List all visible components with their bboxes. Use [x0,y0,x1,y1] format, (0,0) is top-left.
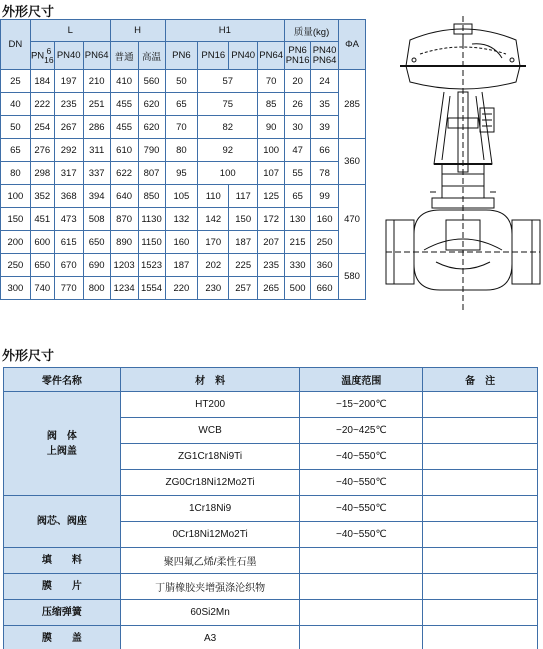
temp-cell: −40~550℃ [300,470,423,496]
cell-h1-pn16-40: 82 [198,116,258,139]
note-cell [423,626,538,649]
cell-l-pn6-16: 222 [30,93,54,116]
header-mass-high: PN40 PN64 [311,42,339,70]
cell-h1-pn64: 107 [258,162,285,185]
cell-phi-a: 360 [339,139,366,185]
part-name-line2: 上阀盖 [46,445,77,457]
temp-cell: −40~550℃ [300,444,423,470]
cell-h-hightemp: 1523 [138,254,165,277]
cell-h-normal: 1234 [110,277,138,300]
note-cell [423,470,538,496]
cell-h1-pn6: 65 [165,93,198,116]
cell-h1-pn16-40: 57 [198,70,258,93]
cell-l-pn40: 235 [54,93,83,116]
cell-h1-pn64: 100 [258,139,285,162]
cell-dn: 300 [1,277,31,300]
header-material: 材 料 [120,368,300,392]
cell-mass-high: 39 [311,116,339,139]
dimension-row [1,277,366,300]
cell-l-pn40: 770 [54,277,83,300]
cell-mass-high: 360 [311,254,339,277]
temp-cell [300,626,423,649]
note-cell [423,548,538,574]
material-cell: ZG1Cr18Ni9Ti [120,444,300,470]
dimension-row [1,116,366,139]
cell-phi-a: 470 [339,185,366,254]
cell-l-pn64: 690 [83,254,110,277]
cell-h1-pn64: 235 [258,254,285,277]
cell-mass-low: 30 [285,116,311,139]
cell-h1-pn64: 207 [258,231,285,254]
header-note: 备 注 [423,368,538,392]
cell-l-pn40: 267 [54,116,83,139]
cell-h1-pn6: 187 [165,254,198,277]
cell-h1-pn6: 70 [165,116,198,139]
dimension-row [1,93,366,116]
dimension-row [1,185,366,208]
cell-l-pn64: 251 [83,93,110,116]
cell-h-hightemp: 850 [138,185,165,208]
cell-h-hightemp: 790 [138,139,165,162]
header-l-pn64: PN64 [83,42,110,70]
pn-top: 6 [46,45,52,56]
cell-h1-pn64: 70 [258,70,285,93]
cell-mass-high: 660 [311,277,339,300]
part-name-spring: 压缩弹簧 [4,600,121,626]
material-cell: HT200 [120,392,300,418]
pn-prefix: PN [30,50,45,62]
cell-mass-low: 130 [285,208,311,231]
cell-l-pn6-16: 600 [30,231,54,254]
cell-dn: 250 [1,254,31,277]
cell-dn: 25 [1,70,31,93]
cell-h-normal: 610 [110,139,138,162]
header-part-name: 零件名称 [4,368,121,392]
cell-l-pn64: 508 [83,208,110,231]
actuator-lower-cover [406,66,520,89]
cell-mass-high: 35 [311,93,339,116]
cell-h-normal: 1203 [110,254,138,277]
part-name-packing: 填 料 [4,548,121,574]
cell-l-pn40: 473 [54,208,83,231]
cell-dn: 150 [1,208,31,231]
cell-dn: 50 [1,116,31,139]
cell-dn: 100 [1,185,31,208]
cell-h-normal: 455 [110,116,138,139]
cell-h1-pn16-40: 75 [198,93,258,116]
note-cell [423,418,538,444]
header-h1: H1 [165,20,285,42]
cell-h1-pn64: 85 [258,93,285,116]
valve-drawing [384,14,542,314]
header-h1-pn6: PN6 [165,42,198,70]
dimension-row [1,208,366,231]
cell-l-pn40: 317 [54,162,83,185]
dimensions-table [0,19,366,300]
cell-h1-pn16-40: 92 [198,139,258,162]
material-cell: ZG0Cr18Ni12Mo2Ti [120,470,300,496]
cell-h1-pn40: 117 [229,185,258,208]
section-title-materials: 外形尺寸 [2,348,55,363]
cell-h1-pn40: 257 [229,277,258,300]
cell-dn: 65 [1,139,31,162]
cell-mass-low: 330 [285,254,311,277]
cell-l-pn6-16: 276 [30,139,54,162]
cell-l-pn6-16: 451 [30,208,54,231]
dimension-row [1,254,366,277]
cell-mass-low: 26 [285,93,311,116]
dimensions-body [1,70,366,300]
cell-h-hightemp: 1150 [138,231,165,254]
header-temp-range: 温度范围 [300,368,423,392]
note-cell [423,496,538,522]
cell-mass-high: 66 [311,139,339,162]
cell-mass-low: 20 [285,70,311,93]
cell-mass-low: 47 [285,139,311,162]
note-cell [423,574,538,600]
cell-h1-pn64: 265 [258,277,285,300]
cell-h1-pn64: 172 [258,208,285,231]
header-h1-pn40: PN40 [229,42,258,70]
temp-cell: −40~550℃ [300,496,423,522]
header-phi-a: ΦA [339,20,366,70]
cell-l-pn6-16: 254 [30,116,54,139]
note-cell [423,522,538,548]
header-mass-low: PN6 PN16 [285,42,311,70]
dimension-row [1,139,366,162]
cell-h-normal: 410 [110,70,138,93]
cell-mass-low: 500 [285,277,311,300]
cell-l-pn40: 292 [54,139,83,162]
temp-cell: −15~200℃ [300,392,423,418]
header-dn: DN [1,20,31,70]
part-name-line1: 阀 体 [46,430,77,442]
cell-dn: 40 [1,93,31,116]
header-l-pn6-16 [30,42,54,70]
cell-l-pn40: 670 [54,254,83,277]
cell-dn: 200 [1,231,31,254]
cell-h1-pn6: 105 [165,185,198,208]
header-mass: 质量(kg) [285,20,339,42]
cell-h-normal: 890 [110,231,138,254]
cell-h1-pn40: 150 [229,208,258,231]
material-cell: 聚四氟乙烯/柔性石墨 [120,548,300,574]
header-h1-pn16: PN16 [198,42,229,70]
dimension-row [1,231,366,254]
cell-h1-pn40: 225 [229,254,258,277]
cell-l-pn64: 650 [83,231,110,254]
cell-h1-pn6: 95 [165,162,198,185]
header-h-normal: 普通 [110,42,138,70]
cell-h-normal: 640 [110,185,138,208]
cell-h1-pn16: 142 [198,208,229,231]
cell-h1-pn6: 220 [165,277,198,300]
header-h: H [110,20,165,42]
cell-mass-high: 78 [311,162,339,185]
cell-phi-a: 285 [339,70,366,139]
cell-h-hightemp: 1554 [138,277,165,300]
temp-cell [300,548,423,574]
cell-dn: 80 [1,162,31,185]
cell-l-pn64: 286 [83,116,110,139]
material-cell: 1Cr18Ni9 [120,496,300,522]
cell-h1-pn6: 132 [165,208,198,231]
pn-bottom: 16 [44,54,54,65]
cell-h1-pn64: 125 [258,185,285,208]
cell-mass-high: 24 [311,70,339,93]
cell-l-pn6-16: 352 [30,185,54,208]
dimension-row [1,162,366,185]
cell-h1-pn16: 170 [198,231,229,254]
cell-h-hightemp: 1130 [138,208,165,231]
cell-h-hightemp: 807 [138,162,165,185]
cell-h1-pn16: 110 [198,185,229,208]
cell-l-pn64: 210 [83,70,110,93]
cell-l-pn6-16: 740 [30,277,54,300]
material-cell: 0Cr18Ni12Mo2Ti [120,522,300,548]
cell-l-pn40: 615 [54,231,83,254]
cell-mass-high: 250 [311,231,339,254]
cell-mass-low: 55 [285,162,311,185]
cell-h1-pn6: 160 [165,231,198,254]
cell-h1-pn16: 202 [198,254,229,277]
cell-h-hightemp: 560 [138,70,165,93]
cell-l-pn6-16: 650 [30,254,54,277]
note-cell [423,392,538,418]
part-name-body-bonnet [4,392,121,496]
cell-l-pn64: 394 [83,185,110,208]
note-cell [423,600,538,626]
cell-mass-high: 99 [311,185,339,208]
cell-l-pn6-16: 298 [30,162,54,185]
cell-h1-pn6: 80 [165,139,198,162]
header-l-pn40: PN40 [54,42,83,70]
cell-l-pn40: 197 [54,70,83,93]
header-h-hightemp: 高温 [138,42,165,70]
material-cell: WCB [120,418,300,444]
section-title-dimensions: 外形尺寸 [2,4,55,19]
cell-h-normal: 455 [110,93,138,116]
temp-cell [300,574,423,600]
note-cell [423,444,538,470]
header-h1-pn64: PN64 [258,42,285,70]
cell-h-normal: 870 [110,208,138,231]
cell-h-hightemp: 620 [138,93,165,116]
cell-h1-pn64: 90 [258,116,285,139]
temp-cell [300,600,423,626]
cell-mass-low: 65 [285,185,311,208]
header-l: L [30,20,110,42]
cell-l-pn40: 368 [54,185,83,208]
cell-mass-high: 160 [311,208,339,231]
material-cell: A3 [120,626,300,649]
cell-h-normal: 622 [110,162,138,185]
part-name-plug-seat: 阀芯、阀座 [4,496,121,548]
cell-l-pn64: 337 [83,162,110,185]
cell-h1-pn16-40: 100 [198,162,258,185]
cell-h1-pn16: 230 [198,277,229,300]
cell-h1-pn40: 187 [229,231,258,254]
cell-h-hightemp: 620 [138,116,165,139]
materials-table [3,367,538,649]
dimension-row [1,70,366,93]
part-name-diaphragm-cover: 膜 盖 [4,626,121,649]
temp-cell: −40~550℃ [300,522,423,548]
temp-cell: −20~425℃ [300,418,423,444]
material-cell: 60Si2Mn [120,600,300,626]
cell-mass-low: 215 [285,231,311,254]
material-cell: 丁腈橡胶夹增强涤沦织物 [120,574,300,600]
cell-l-pn64: 311 [83,139,110,162]
cell-h1-pn6: 50 [165,70,198,93]
cell-l-pn6-16: 184 [30,70,54,93]
cell-l-pn64: 800 [83,277,110,300]
cell-phi-a: 580 [339,254,366,300]
part-name-diaphragm: 膜 片 [4,574,121,600]
